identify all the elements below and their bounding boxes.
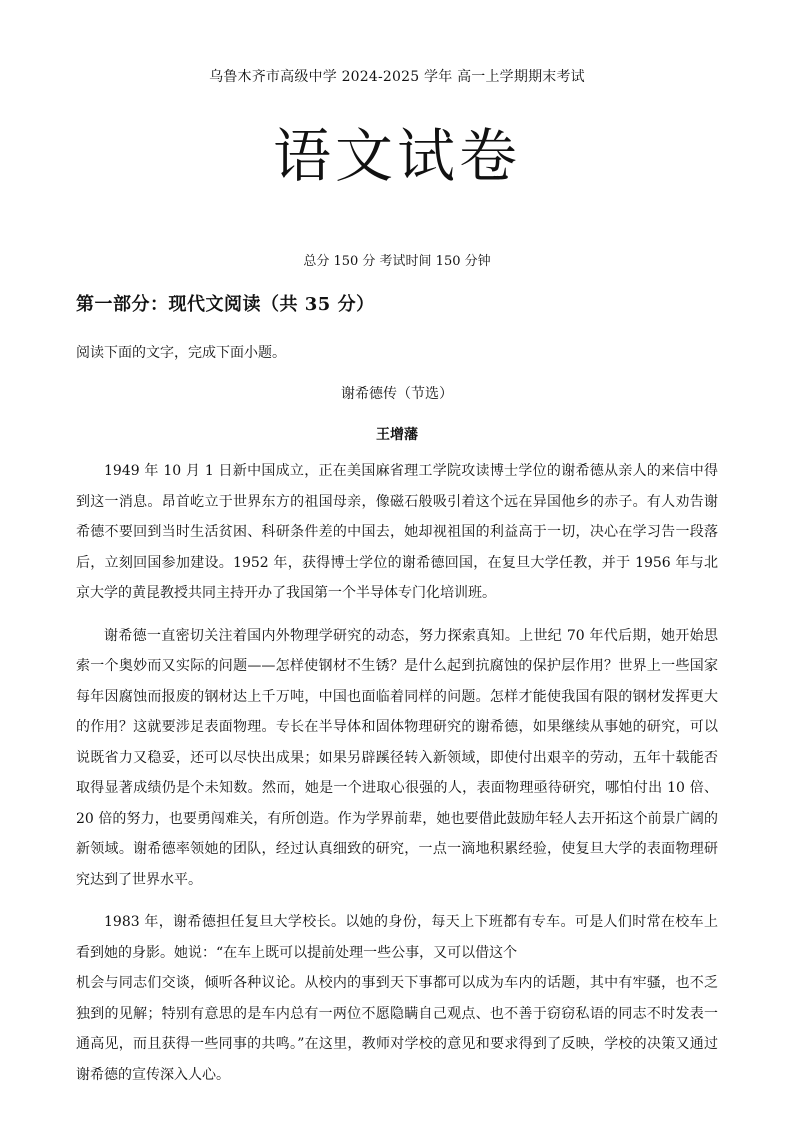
article-paragraph-3: 1983 年，谢希德担任复旦大学校长。以她的身份，每天上下班都有专车。可是人们时常在校车上看到她的身影。她说：“在车上既可以提前处理一些公事，又可以借这个 [76, 914, 718, 961]
paper-title: 语文试卷 [272, 122, 521, 190]
article-author: 王增藩 [376, 427, 418, 443]
article-paragraph-2: 谢希德一直密切关注着国内外物理学研究的动态，努力探索真知。上世纪 70 年代后期，她开始思索一个奥妙而又实际的问题——怎样使钢材不生锈？是什么起到抗腐蚀的保护层作用？世界上一些国家每年因腐蚀而报废的钢材达上千万吨，中国也面临着同样的问题。怎样才能使我国有限的钢材发挥更大的作用？这就要涉足表面物理。专长在半导体和固体物理研究的谢希德，如果继续从事她的研究，可以说既省力又稳妥，还可以尽快出成果；如果另辟蹊径转入新领域，即使付出艰辛的劳动，五年十载能否取得显著成绩仍是个未知数。然而，她是一个进取心很强的人，表面物理亟待研究，哪怕付出 10 倍、20 倍的努力，也要勇闯难关，有所创造。作为学界前辈，她也要借此鼓励年轻人去开拓这个前景广阔的新领域。谢希德率领她的团队，经过认真细致的研究，一点一滴地积累经验，使复旦大学的表面物理研究达到了世界水平。 [76, 627, 718, 888]
article-paragraph-1: 1949 年 10 月 1 日新中国成立，正在美国麻省理工学院攻读博士学位的谢希德从亲人的来信中得到这一消息。昂首屹立于世界东方的祖国母亲，像磁石般吸引着这个远在异国他乡的赤子。有人劝告谢希德不要回到当时生活贫困、科研条件差的中国去，她却视祖国的利益高于一切，决心在学习告一段落后，立刻回国参加建设。1952 年，获得博士学位的谢希德回国，在复旦大学任教，并于 1956 年与北京大学的黄昆教授共同主持开办了我国第一个半导体专门化培训班。 [76, 463, 718, 601]
section-title: 第一部分：现代文阅读（共 35 分） [76, 294, 375, 315]
article-title: 谢希德传（节选） [341, 386, 453, 402]
exam-header-line: 乌鲁木齐市高级中学 2024-2025 学年 高一上学期期末考试 [209, 69, 585, 85]
exam-meta: 总分 150 分 考试时间 150 分钟 [303, 254, 491, 269]
article-paragraph-3-continued: 机会与同志们交谈，倾听各种议论。从校内的事到天下事都可以成为车内的话题，其中有牢骚，也不乏独到的见解；特别有意思的是车内总有一两位不愿隐瞒自己观点、也不善于窃窃私语的同志不时发表一通高见，而且获得一些同事的共鸣。”在这里，教师对学校的意见和要求得到了反映，学校的决策又通过谢希德的宣传深入人心。 [76, 975, 718, 1083]
reading-instruction: 阅读下面的文字，完成下面小题。 [76, 345, 286, 361]
article-body [76, 456, 718, 1090]
